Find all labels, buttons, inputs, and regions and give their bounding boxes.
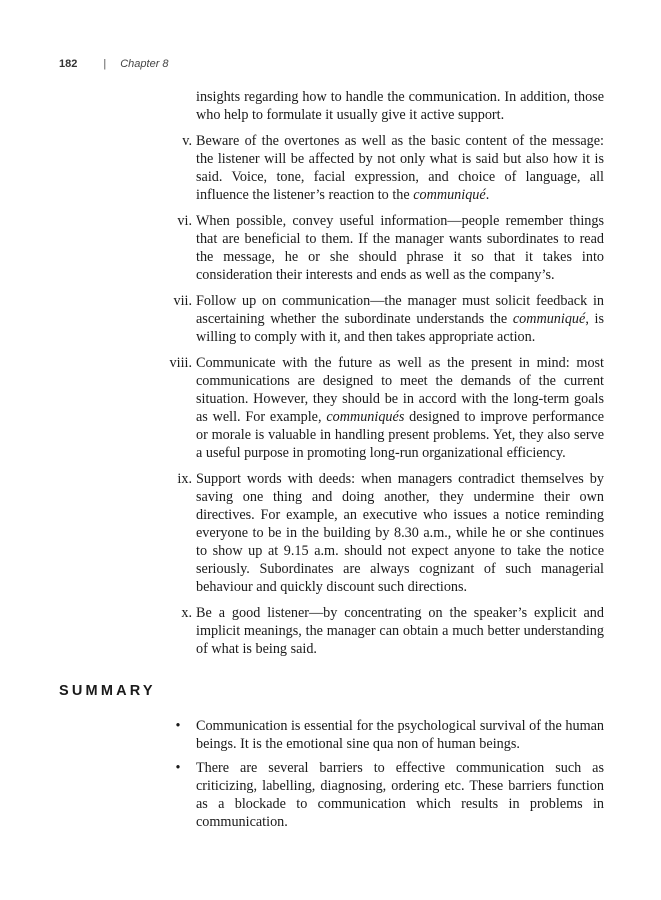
list-numeral: x.	[181, 605, 192, 621]
chapter-label: Chapter 8	[120, 58, 169, 70]
bullet-icon: •	[175, 760, 181, 776]
list-item-emphasis: communiqué	[413, 187, 486, 203]
list-item-text: Support words with deeds: when managers contradict themselves by saving one thing and doing another, they undermine their own directives. For example, an executive who issues a notice reminding everyone to be in the building by 8.30 a.m., while he or she continues to show up at 9.15 a.m. should not expect anyone to take the notice seriously. Subordinates are always cognizant of such managerial behaviour and quickly discount such directions.	[196, 471, 604, 595]
list-item-text: Communicate with the future as well as the present in mind: most communications are designed to meet the demands of the current situation. However, they should be in accord with the long-term goals as well. For example,	[196, 355, 604, 425]
list-numeral: v.	[182, 133, 192, 149]
list-item-text: Beware of the overtones as well as the basic content of the message: the listener will be affected by not only what is said but also how it is said. Voice, tone, facial expression, and choice of language, all influence the listener’s reaction to the	[196, 133, 604, 203]
list-item-ix	[177, 470, 604, 596]
bullet-text: There are several barriers to effective communication such as criticizing, labelling, diagnosing, ordering etc. These barriers function as a blockade to communication which results in problems in communication.	[196, 760, 604, 830]
page-number: 182	[59, 58, 78, 70]
list-item-text-end: , is willing to comply with it, and then takes appropriate action.	[196, 311, 604, 345]
list-item-text-end: .	[485, 187, 490, 203]
list-item-text: When possible, convey useful information—people remember things that are beneficial to them. If the manager wants subordinates to read the message, he or she should phrase it so that it takes into consideration their interests and ends as well as the company’s.	[196, 213, 604, 283]
list-item-viii	[169, 354, 604, 462]
numbered-list	[169, 88, 604, 666]
header-separator: |	[103, 58, 107, 70]
list-numeral: vii.	[173, 293, 192, 309]
list-item-emphasis: communiqués	[326, 409, 405, 425]
list-item-text: Be a good listener—by concentrating on the speaker’s explicit and implicit meanings, the manager can obtain a much better understanding of what is being said.	[196, 605, 604, 657]
list-item-vii	[173, 292, 604, 346]
running-header	[59, 58, 169, 70]
list-item-emphasis: communiqué	[512, 311, 586, 327]
continuation-paragraph: insights regarding how to handle the communication. In addition, those who help to formulate it usually give it active support.	[196, 89, 604, 123]
list-item-x	[181, 604, 604, 658]
summary-bullet	[175, 717, 604, 753]
list-numeral: viii.	[169, 355, 192, 371]
summary-heading: SUMMARY	[59, 683, 156, 699]
bullet-icon: •	[175, 718, 181, 734]
list-item-vi	[177, 212, 604, 284]
list-item-text-end: designed to improve performance or morale is valuable in handling present problems. Yet, they also serve a useful purpose in promoting long-run organizational efficiency.	[196, 409, 604, 461]
bullet-text: Communication is essential for the psychological survival of the human beings. It is the emotional sine qua non of human beings.	[196, 718, 604, 752]
summary-bullet-list	[175, 717, 604, 837]
summary-bullet	[175, 759, 604, 831]
list-item-text: Follow up on communication—the manager must solicit feedback in ascertaining whether the subordinate understands the	[196, 293, 604, 327]
list-item-v	[182, 132, 604, 204]
list-numeral: vi.	[177, 213, 192, 229]
list-numeral: ix.	[177, 471, 192, 487]
